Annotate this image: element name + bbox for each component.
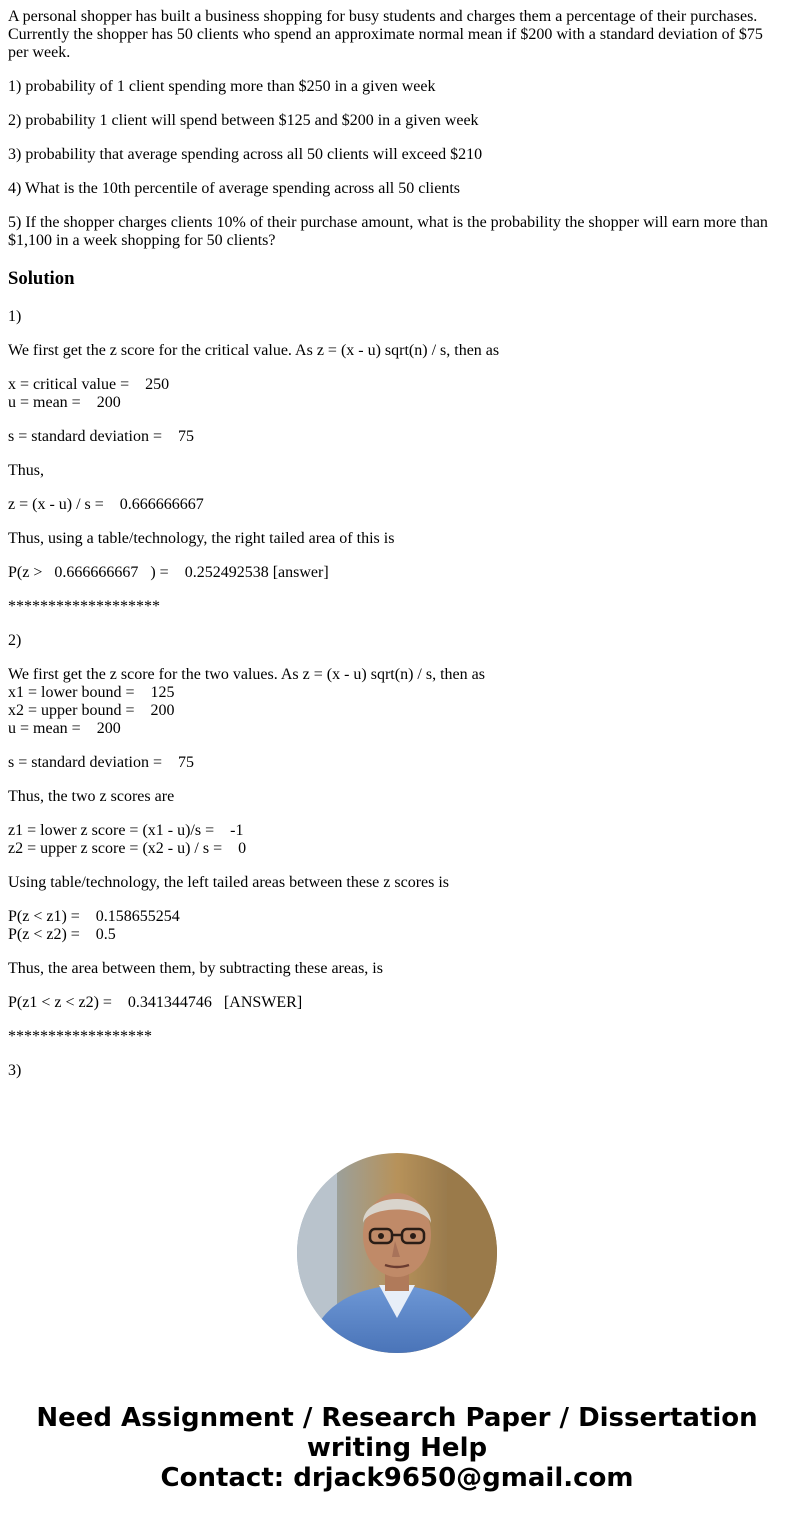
part2-intro: We first get the z score for the two values. As z = (x - u) sqrt(n) / s, then as xyxy=(8,666,485,683)
question-3: 3) probability that average spending across all 50 clients will exceed $210 xyxy=(8,146,483,163)
part2-givens xyxy=(8,666,786,738)
question-4: 4) What is the 10th percentile of average spending across all 50 clients xyxy=(8,180,460,197)
question-1: 1) probability of 1 client spending more than $250 in a given week xyxy=(8,78,436,95)
part1-x-line: x = critical value = 250 xyxy=(8,376,170,393)
part1-answer: P(z > 0.666666667 ) = 0.252492538 [answer] xyxy=(8,564,329,581)
part1-u-line: u = mean = 200 xyxy=(8,394,121,411)
part1-area-text: Thus, using a table/technology, the right tailed area of this is xyxy=(8,530,395,547)
person-photo-icon xyxy=(297,1153,497,1353)
part2-u-line: u = mean = 200 xyxy=(8,720,121,737)
part2-p2-line: P(z < z2) = 0.5 xyxy=(8,926,116,943)
part2-s-line: s = standard deviation = 75 xyxy=(8,754,195,771)
part2-x1-line: x1 = lower bound = 125 xyxy=(8,684,175,701)
part1-separator: ******************* xyxy=(8,598,160,615)
part2-between-text: Thus, the area between them, by subtracting these areas, is xyxy=(8,960,383,977)
cta-contact-email: Contact: drjack9650@gmail.com xyxy=(160,1463,634,1493)
part3-label: 3) xyxy=(8,1062,22,1079)
contact-banner xyxy=(0,1403,794,1493)
solution-heading: Solution xyxy=(8,268,75,289)
question-5: 5) If the shopper charges clients 10% of their purchase amount, what is the probability the shopper will earn more than $1,100 in a week shopping for 50 clients? xyxy=(8,214,768,249)
question-2: 2) probability 1 client will spend between $125 and $200 in a given week xyxy=(8,112,479,129)
cta-line-1: Need Assignment / Research Paper / Dissertation xyxy=(36,1403,758,1433)
part2-x2-line: x2 = upper bound = 200 xyxy=(8,702,175,719)
part2-z-scores xyxy=(8,822,786,858)
part2-separator: ****************** xyxy=(8,1028,152,1045)
part2-two-z: Thus, the two z scores are xyxy=(8,788,175,805)
part1-label: 1) xyxy=(8,308,22,325)
part2-z1-line: z1 = lower z score = (x1 - u)/s = -1 xyxy=(8,822,244,839)
cta-line-2: writing Help xyxy=(306,1433,488,1463)
part2-answer: P(z1 < z < z2) = 0.341344746 [ANSWER] xyxy=(8,994,303,1011)
part2-table-text: Using table/technology, the left tailed areas between these z scores is xyxy=(8,874,450,891)
document-body xyxy=(8,8,786,1096)
part1-s-line: s = standard deviation = 75 xyxy=(8,428,195,445)
question-intro: A personal shopper has built a business shopping for busy students and charges them a percentage of their purchases. Currently the shopper has 50 clients who spend an approximate normal mean if $200 with a standard deviation of $75 per week. xyxy=(8,8,763,61)
part2-z2-line: z2 = upper z score = (x2 - u) / s = 0 xyxy=(8,840,247,857)
part1-givens xyxy=(8,376,786,412)
part2-label: 2) xyxy=(8,632,22,649)
part1-z-line: z = (x - u) / s = 0.666666667 xyxy=(8,496,204,513)
part1-thus: Thus, xyxy=(8,462,44,479)
part1-intro: We first get the z score for the critical value. As z = (x - u) sqrt(n) / s, then as xyxy=(8,342,500,359)
part2-probabilities xyxy=(8,908,786,944)
part2-p1-line: P(z < z1) = 0.158655254 xyxy=(8,908,180,925)
